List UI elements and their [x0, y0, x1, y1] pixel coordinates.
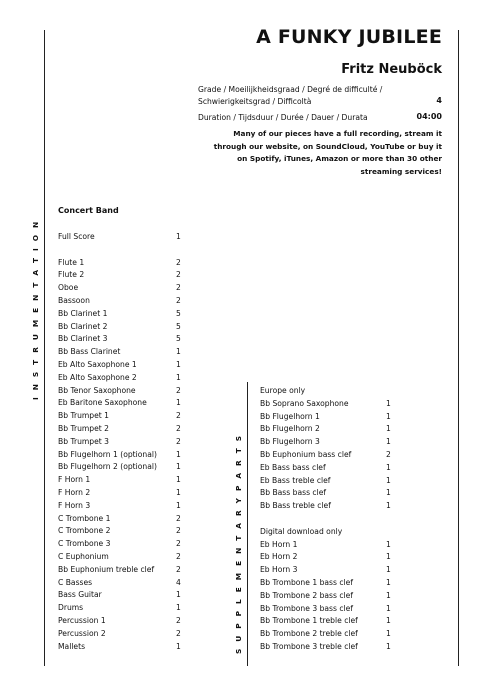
part-name: Eb Horn 2 [260, 552, 298, 562]
instrumentation-side-label: I N S T R U M E N T A T I O N [31, 219, 40, 400]
part-quantity: 1 [386, 488, 391, 498]
part-quantity: 1 [386, 552, 391, 562]
grade-label-line1: Grade / Moeilijkheidsgraad / Degré de difficulté / [198, 85, 383, 94]
part-name: Bb Trombone 3 bass clef [260, 603, 354, 613]
part-name: Bb Flugelhorn 1 [260, 411, 320, 421]
part-name: Bb Flugelhorn 2 (optional) [58, 462, 157, 472]
part-name: Bb Trumpet 3 [58, 436, 110, 446]
part-name: Bb Flugelhorn 2 [260, 424, 320, 434]
part-name: Bb Clarinet 1 [58, 308, 108, 318]
part-name: Eb Horn 3 [260, 565, 298, 575]
part-quantity: 1 [386, 578, 391, 587]
part-name: Bb Euphonium treble clef [58, 564, 155, 574]
part-name: Bb Trombone 1 bass clef [260, 578, 354, 587]
part-quantity: 1 [176, 641, 181, 651]
part-name: Mallets [58, 641, 86, 651]
part-name: Bb Trumpet 1 [58, 411, 110, 421]
list-item [58, 333, 208, 345]
part-quantity: 1 [386, 437, 391, 447]
part-name: Bb Bass Clarinet [58, 347, 121, 357]
composer-name: Fritz Neuböck [341, 62, 442, 77]
part-quantity: 2 [176, 564, 181, 574]
right-rule [458, 30, 459, 666]
part-quantity: 1 [386, 398, 391, 408]
part-name: F Horn 3 [58, 500, 91, 510]
part-quantity: 1 [386, 411, 391, 421]
part-name: Flute 2 [58, 270, 85, 280]
list-item [58, 385, 208, 397]
part-quantity: 1 [386, 462, 391, 472]
part-quantity: 1 [386, 565, 391, 575]
list-item [260, 577, 410, 589]
part-name: F Horn 1 [58, 475, 91, 485]
list-item [58, 244, 208, 256]
part-quantity: 2 [176, 296, 181, 305]
list-item [58, 525, 208, 537]
part-name: Full Score [58, 232, 95, 241]
list-item [58, 449, 208, 461]
list-item [58, 551, 208, 563]
part-name: Bb Flugelhorn 1 (optional) [58, 449, 157, 459]
list-item [260, 500, 410, 512]
part-quantity: 2 [176, 436, 181, 446]
part-quantity: 1 [386, 642, 391, 651]
part-name: Bassoon [58, 296, 90, 305]
part-name: C Euphonium [58, 552, 109, 561]
part-quantity: 5 [176, 308, 181, 318]
list-item [58, 282, 208, 294]
part-quantity: 1 [176, 449, 181, 459]
list-item [260, 551, 410, 563]
part-quantity: 5 [176, 321, 181, 331]
grade-value: 4 [436, 96, 442, 105]
list-item [58, 308, 208, 320]
page-title: A FUNKY JUBILEE [256, 26, 442, 48]
part-name: Bb Trombone 2 treble clef [260, 629, 358, 639]
part-name: Bb Tenor Saxophone [58, 385, 136, 395]
part-name: Eb Baritone Saxophone [58, 398, 147, 408]
list-item [58, 487, 208, 499]
list-item [58, 346, 208, 358]
part-quantity: 1 [386, 475, 391, 485]
part-quantity: 1 [176, 603, 181, 613]
streaming-note: Many of our pieces have a full recording, stream it through our website, on SoundCloud, YouTube or buy it on Spotify, iTunes, Amazon or more than 30 other streaming services! [213, 129, 442, 176]
list-item [260, 539, 410, 551]
part-quantity: 2 [176, 411, 181, 421]
part-name: Eb Bass bass clef [260, 462, 326, 472]
part-name: Eb Alto Saxophone 1 [58, 360, 137, 369]
part-name: Drums [58, 603, 84, 613]
part-name: F Horn 2 [58, 488, 91, 497]
part-name: Bb Bass treble clef [260, 501, 331, 511]
list-item [260, 603, 410, 615]
part-quantity: 1 [386, 539, 391, 549]
part-quantity: 2 [176, 385, 181, 395]
part-name: Bb Trombone 3 treble clef [260, 642, 358, 651]
part-quantity: 2 [176, 539, 181, 549]
part-quantity: 2 [176, 513, 181, 523]
list-item [58, 269, 208, 281]
part-name: Eb Horn 1 [260, 539, 298, 549]
part-name: Europe only [260, 386, 306, 395]
part-quantity: 1 [386, 590, 391, 600]
part-name: Eb Bass treble clef [260, 475, 331, 485]
part-name: Bb Trombone 2 bass clef [260, 590, 354, 600]
part-name: Oboe [58, 283, 79, 293]
list-item [260, 398, 410, 410]
list-item [58, 461, 208, 473]
list-item [260, 641, 410, 653]
list-item [58, 615, 208, 627]
part-name: C Trombone 2 [58, 526, 111, 536]
list-item [58, 500, 208, 512]
part-quantity: 2 [176, 283, 181, 293]
list-item [58, 474, 208, 486]
part-quantity: 5 [176, 334, 181, 344]
list-item [260, 449, 410, 461]
part-name: Flute 1 [58, 257, 85, 267]
part-name: Bass Guitar [58, 590, 102, 600]
list-item [58, 372, 208, 384]
list-item [260, 590, 410, 602]
list-item [58, 513, 208, 525]
part-quantity: 1 [176, 500, 181, 510]
list-item [58, 577, 208, 589]
part-name: Bb Trumpet 2 [58, 424, 110, 433]
part-name: Bb Flugelhorn 3 [260, 437, 320, 447]
part-name: Bb Trombone 1 treble clef [260, 616, 358, 626]
list-item [260, 615, 410, 627]
part-name: Bb Euphonium bass clef [260, 450, 352, 459]
list-item [260, 526, 410, 538]
list-item [58, 295, 208, 307]
part-quantity: 1 [176, 462, 181, 472]
left-rule [44, 30, 45, 666]
part-quantity: 1 [176, 347, 181, 357]
list-item [58, 257, 208, 269]
part-quantity: 1 [386, 424, 391, 434]
grade-label [198, 84, 382, 107]
part-name: Eb Alto Saxophone 2 [58, 372, 137, 382]
part-name: Digital download only [260, 526, 343, 536]
grade-label-line2: Schwierigkeitsgrad / Difficoltà [198, 96, 312, 106]
list-item [260, 513, 410, 525]
supplementary-side-label: S U P P L E M E N T A R Y P A R T S [234, 433, 243, 654]
part-quantity: 2 [176, 616, 181, 625]
part-quantity: 2 [176, 628, 181, 638]
list-item [58, 589, 208, 601]
part-quantity: 2 [176, 526, 181, 536]
list-item [58, 628, 208, 640]
list-item [58, 397, 208, 409]
part-name: Bb Soprano Saxophone [260, 398, 349, 408]
supplementary-rule [247, 382, 248, 666]
list-item [58, 359, 208, 371]
list-item [58, 436, 208, 448]
duration-value: 04:00 [416, 112, 442, 121]
part-quantity: 1 [176, 360, 181, 369]
part-name: C Trombone 1 [58, 513, 111, 523]
part-quantity: 1 [176, 488, 181, 497]
duration-label: Duration / Tijdsduur / Durée / Dauer / Durata [198, 113, 368, 122]
list-item [58, 641, 208, 653]
part-quantity: 1 [386, 501, 391, 511]
part-name: Percussion 2 [58, 628, 106, 638]
list-item [260, 436, 410, 448]
list-item [58, 231, 208, 243]
part-quantity: 1 [386, 629, 391, 639]
section-title-concert-band: Concert Band [58, 206, 119, 215]
list-item [260, 462, 410, 474]
list-item [58, 321, 208, 333]
part-quantity: 1 [176, 232, 181, 241]
list-item [260, 385, 410, 397]
part-name: Percussion 1 [58, 616, 106, 625]
part-quantity: 4 [176, 577, 181, 587]
list-item [260, 423, 410, 435]
part-name: C Basses [58, 577, 93, 587]
list-item [58, 423, 208, 435]
part-quantity: 2 [176, 270, 181, 280]
part-name: Bb Clarinet 2 [58, 321, 108, 331]
part-quantity: 2 [176, 424, 181, 433]
part-quantity: 1 [386, 616, 391, 626]
list-item [58, 410, 208, 422]
list-item [260, 475, 410, 487]
list-item [58, 564, 208, 576]
part-quantity: 2 [176, 257, 181, 267]
part-quantity: 1 [176, 372, 181, 382]
list-item [58, 538, 208, 550]
list-item [260, 564, 410, 576]
list-item [260, 411, 410, 423]
part-quantity: 1 [176, 590, 181, 600]
part-quantity: 1 [176, 398, 181, 408]
list-item [260, 628, 410, 640]
list-item [260, 487, 410, 499]
part-quantity: 2 [386, 450, 391, 459]
part-quantity: 1 [176, 475, 181, 485]
part-name: C Trombone 3 [58, 539, 111, 549]
list-item [58, 602, 208, 614]
part-quantity: 1 [386, 603, 391, 613]
part-name: Bb Bass bass clef [260, 488, 327, 498]
part-name: Bb Clarinet 3 [58, 334, 108, 344]
part-quantity: 2 [176, 552, 181, 561]
